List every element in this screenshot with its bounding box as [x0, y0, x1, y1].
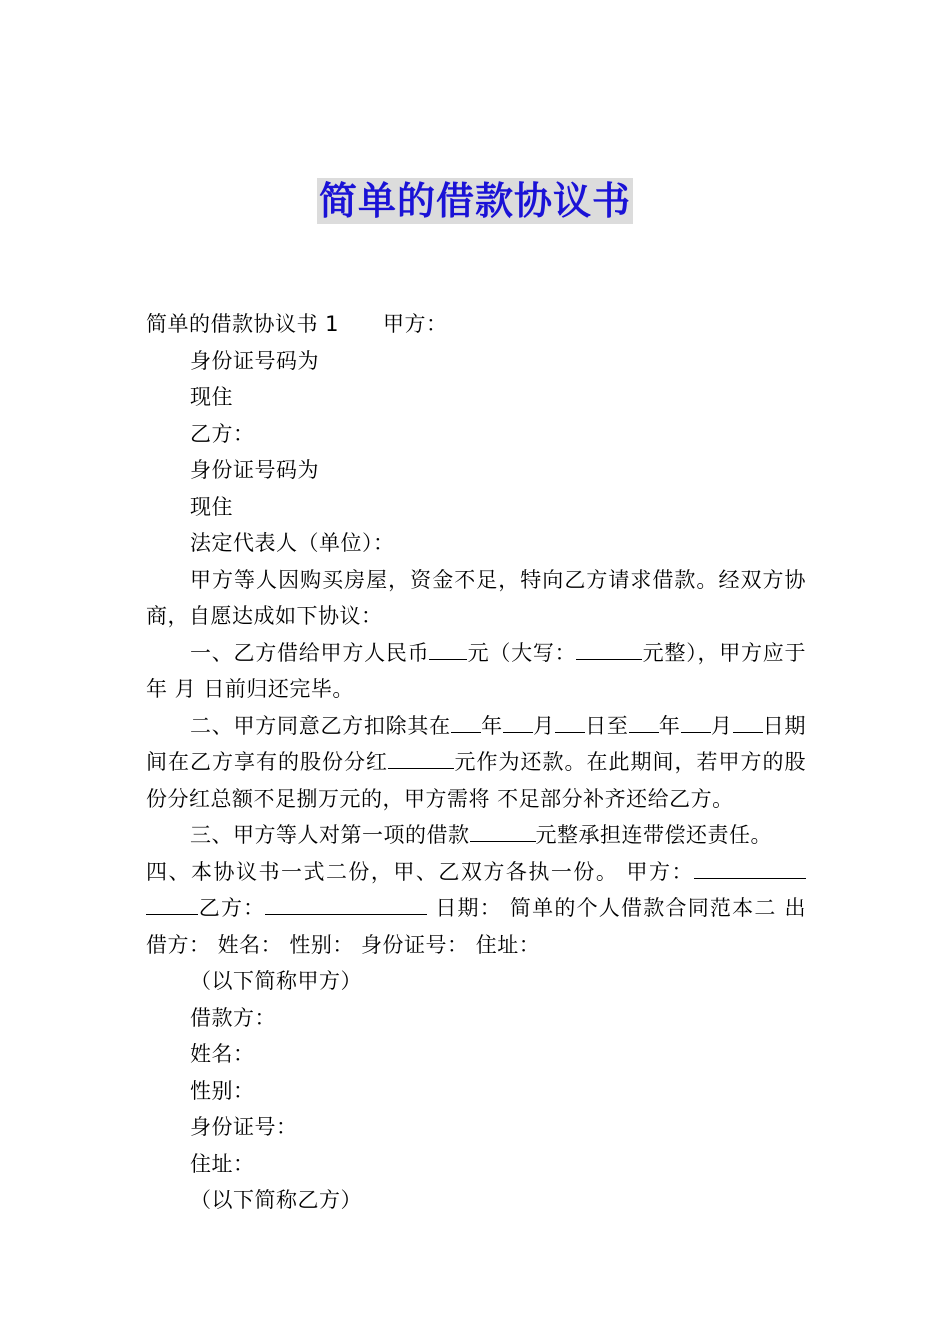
tail-line-6: 住址：: [190, 1151, 255, 1176]
blank-year: [451, 712, 481, 733]
header-line: [146, 306, 806, 343]
blank-amount: [429, 639, 467, 660]
line-address-a: 现住: [190, 385, 233, 409]
blank-month: [503, 712, 533, 733]
document-body: [146, 306, 806, 1219]
line-address-b: 现住: [190, 494, 233, 519]
blank-loan: [470, 821, 536, 842]
tail-line-7: （以下简称乙方）: [190, 1188, 362, 1212]
paragraph-intro: 甲方等人因购买房屋，资金不足，特向乙方请求借款。经双方协商，自愿达成如下协议：: [146, 567, 806, 628]
clause-3: 三、甲方等人对第一项的借款 元整承担连带偿还责任。: [190, 823, 772, 847]
header-left: 简单的借款协议书 1: [146, 312, 340, 336]
blank-year-2: [629, 712, 659, 733]
line-legal-rep: 法定代表人（单位）：: [190, 531, 395, 555]
line-party-b: 乙方：: [190, 421, 255, 446]
tail-line-4: 性别：: [190, 1078, 255, 1103]
tail-line-1: （以下简称甲方）: [190, 969, 362, 993]
tail-line-2: 借款方：: [190, 1005, 276, 1030]
tail-line-3: 姓名：: [190, 1042, 255, 1066]
blank-dividend: [388, 748, 454, 769]
line-id-a: 身份证号码为: [190, 348, 319, 373]
blank-month-2: [681, 712, 711, 733]
clause-1: 一、乙方借给甲方人民币 元（大写： 元整），甲方应于年 月 日前归还完毕。: [146, 640, 807, 701]
document-title-wrap: [0, 178, 950, 224]
clause-2: 二、甲方同意乙方扣除其在 年 月 日至 年 月 日期间在乙方享有的股份分红 元作为还款。在此期间，若甲方的股份分红总额不足捌万元的，甲方需将 不足部分补齐还给乙方。: [146, 713, 807, 811]
tail-line-5: 身份证号：: [190, 1115, 298, 1139]
line-id-b: 身份证号码为: [190, 458, 319, 482]
document-title: 简单的借款协议书: [318, 179, 631, 223]
header-right: 甲方：: [383, 312, 448, 336]
blank-day: [555, 712, 585, 733]
clause-4: 四、本协议书一式二份，甲、乙双方各执一份。 甲方：乙方： 日期： 简单的个人借款合同范本二 出借方： 姓名： 性别： 身份证号： 住址：: [146, 859, 806, 957]
blank-day-2: [733, 712, 763, 733]
blank-party-a-sign: [694, 858, 806, 879]
blank-party-a-sign-2: [146, 894, 198, 915]
blank-amount-words: [576, 639, 642, 660]
blank-party-b-sign: [265, 894, 427, 915]
